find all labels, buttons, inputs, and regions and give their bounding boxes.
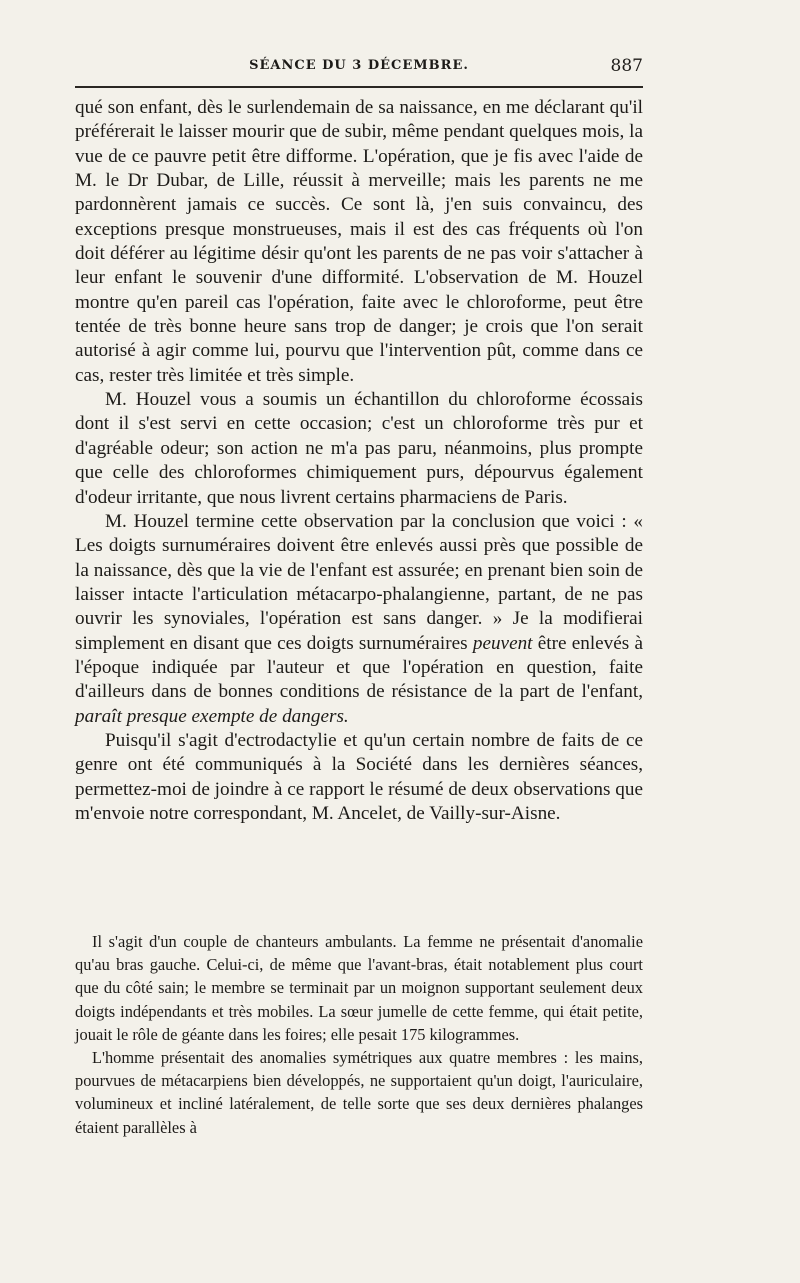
paragraph-3-part-b: être enlevés à l'époque indiquée par l'auteur et que l'opération en question, faite d'ailleurs dans de bonnes conditions de résistance de la part de l'enfant, [75,632,643,703]
observation-paragraph-2: L'homme présentait des anomalies symétriques aux quatre membres : les mains, pourvues de métacarpiens bien développés, ne supportaient qu'un doigt, l'auriculaire, volumineux et incliné latéralement, de telle sorte que ses deux dernières phalanges étaient parallèles à [75,1048,643,1137]
running-title: SÉANCE DU 3 DÉCEMBRE. [249,58,469,73]
observation-text [75,930,643,1139]
paragraph-2: M. Houzel vous a soumis un échantillon du chloroforme écossais dont il s'est servi en cette occasion; c'est un chloroforme très pur et d'agréable odeur; son action ne m'a pas paru, néanmoins, plus prompte que celle des chloroformes chimiquement purs, dépourvus également d'odeur irritante, que nous livrent certains pharmaciens de Paris. [75,389,643,508]
paragraph-1: qué son enfant, dès le surlendemain de sa naissance, en me déclarant qu'il préférerait le laisser mourir que de subir, même pendant quelques mois, la vue de ce pauvre petit être difforme. L'opération, que je fis avec l'aide de M. le Dr Dubar, de Lille, réussit à merveille; mais les parents ne me pardonnèrent jamais ce succès. Ce sont là, j'en suis convaincu, des exceptions presque monstrueuses, mais il est des cas fréquents où l'on doit déférer au légitime désir qu'ont les parents de ne pas voir s'attacher à leur enfant le souvenir d'une difformité. L'observation de M. Houzel montre qu'en pareil cas l'opération, faite avec le chloroforme, peut être tentée de très bonne heure sans trop de danger; je crois que l'on serait autorisé à agir comme lui, pourvu que l'intervention pût, comme dans ce cas, rester très limitée et très simple. [75,97,643,386]
paragraph-4: Puisqu'il s'agit d'ectrodactylie et qu'un certain nombre de faits de ce genre ont été communiqués à la Société dans les dernières séances, permettez-moi de joindre à ce rapport le résumé de deux observations que m'envoie notre correspondant, M. Ancelet, de Vailly-sur-Aisne. [75,729,643,824]
page-number: 887 [610,56,643,76]
paragraph-3-italic-peuvent: peuvent [472,632,533,654]
paragraph-3-italic-conclusion: paraît presque exempte de dangers. [75,705,349,727]
paragraph-3 [75,510,643,729]
page-header [75,58,643,82]
observation-paragraph-1: Il s'agit d'un couple de chanteurs ambulants. La femme ne présentait d'anomalie qu'au bras gauche. Celui-ci, de même que l'avant-bras, était notablement plus court que du côté sain; le membre se terminait par un moignon supportant seulement deux doigts indépendants et très mobiles. La sœur jumelle de cette femme, qui était petite, jouait le rôle de géante dans les foires; elle pesait 175 kilogrammes. [75,932,643,1044]
paragraph-3-part-a: M. Houzel termine cette observation par la conclusion que voici : « Les doigts surnuméraires doivent être enlevés aussi près que possible de la naissance, dès que la vie de l'enfant est assurée; en prenant bien soin de laisser intacte l'articulation métacarpo-phalangienne, partant, de ne pas ouvrir les synoviales, l'opération est sans danger. » Je la modifierai simplement en disant que ces doigts surnuméraires [75,510,643,654]
header-rule [75,86,643,88]
main-text [75,96,643,826]
